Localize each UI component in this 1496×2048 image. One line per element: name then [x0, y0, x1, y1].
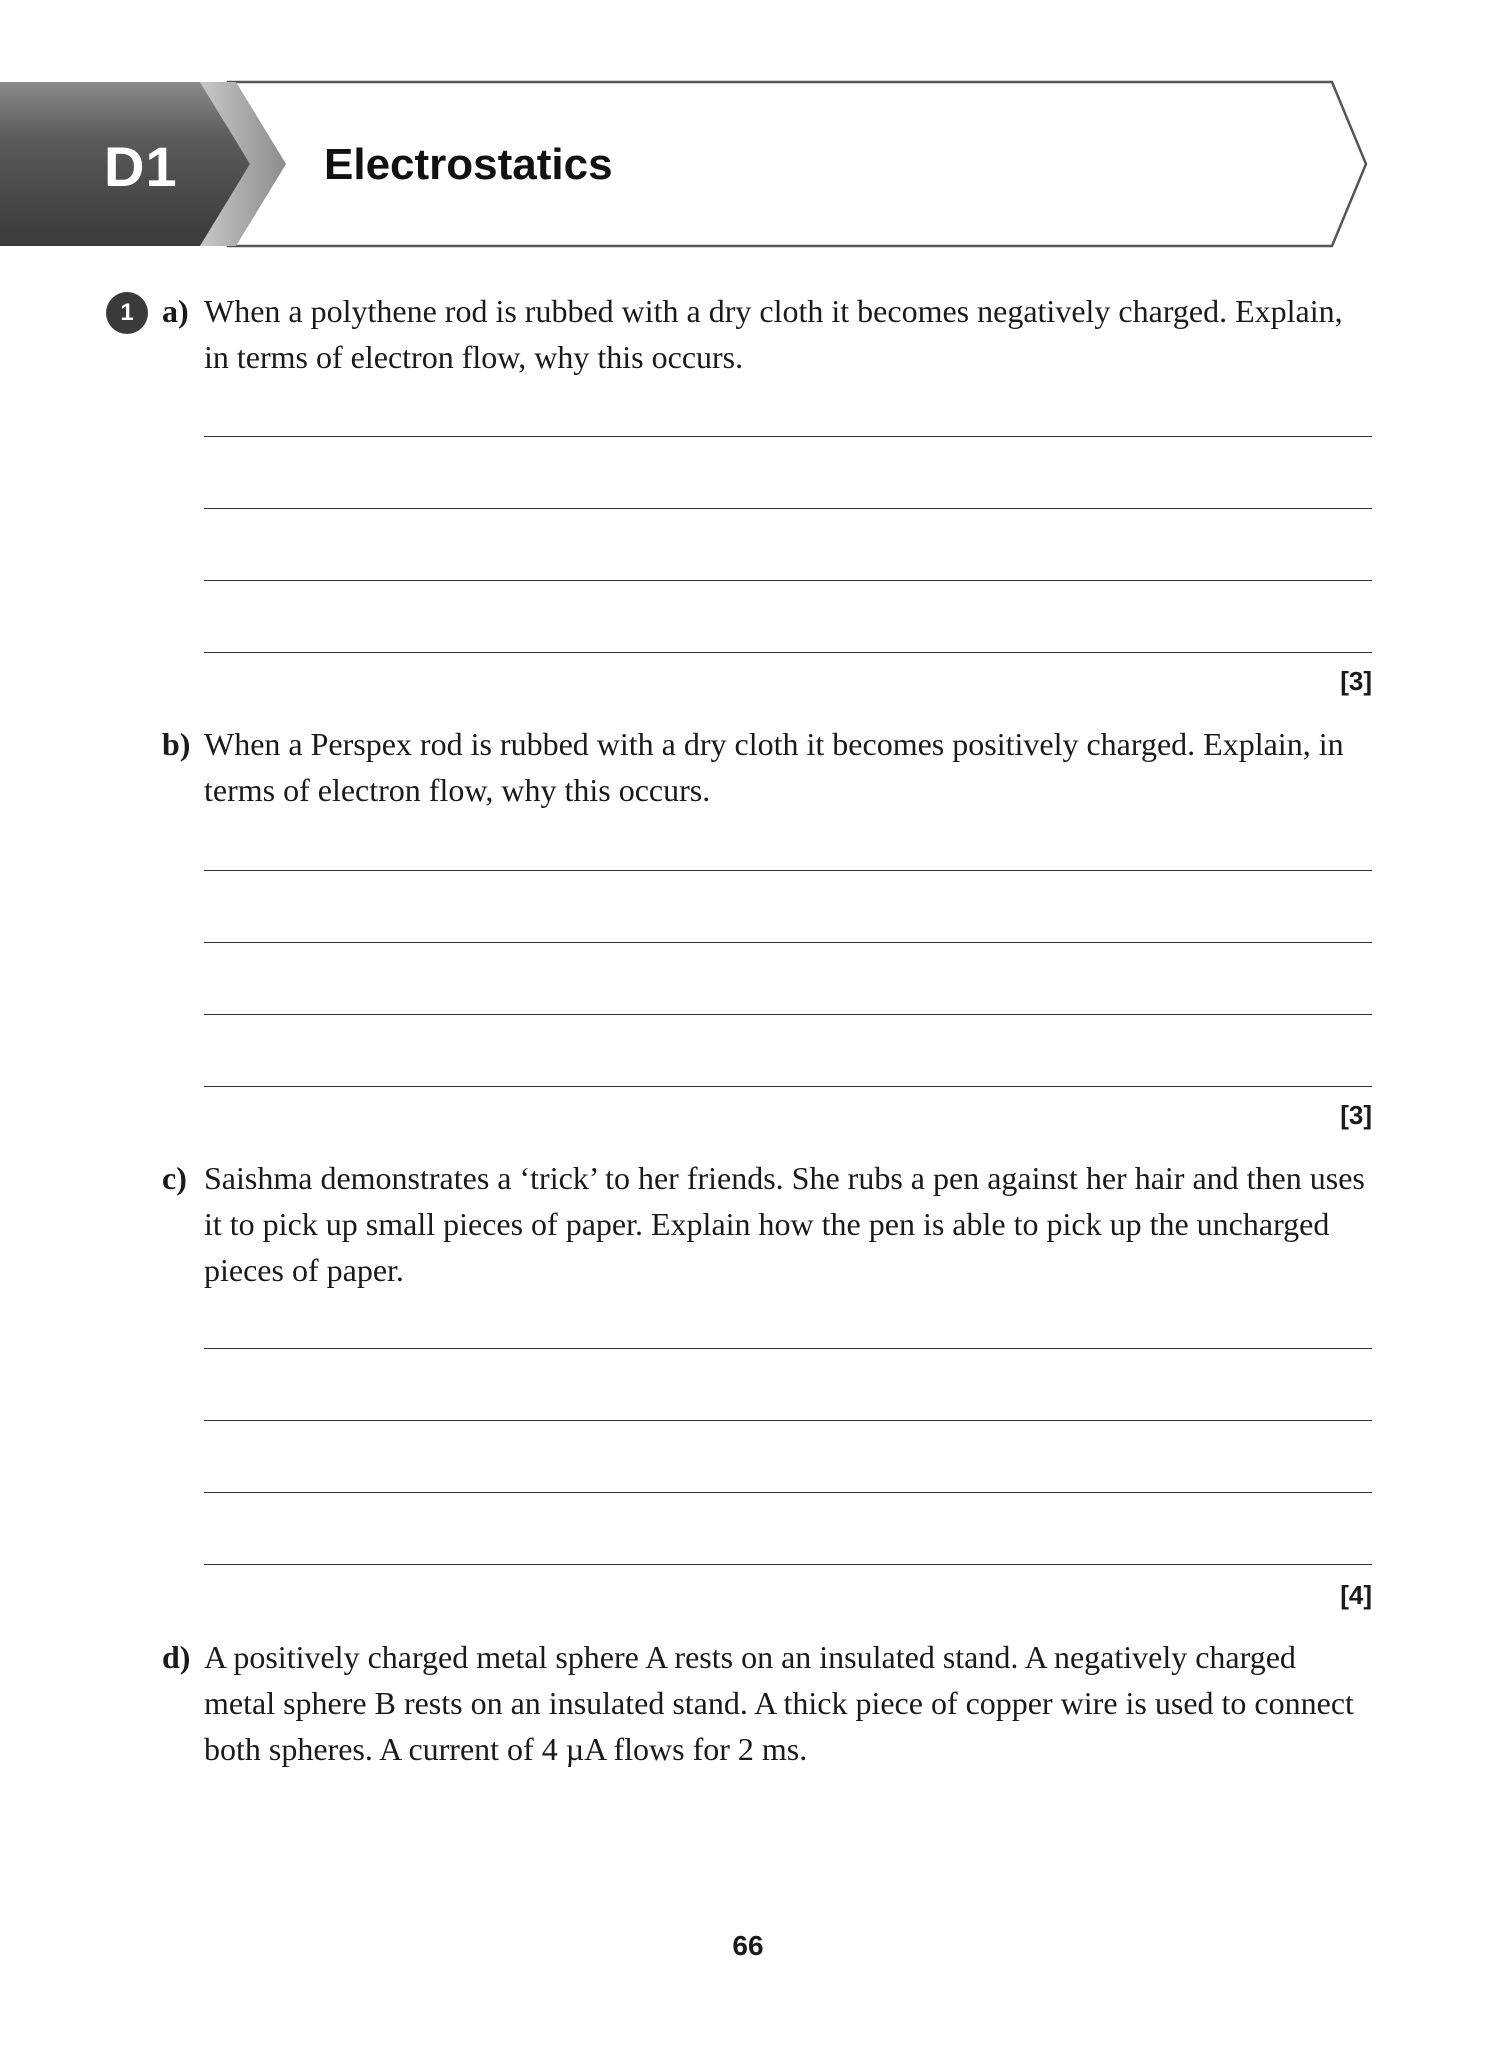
- answer-line[interactable]: [204, 1348, 1372, 1349]
- answer-line[interactable]: [204, 870, 1372, 871]
- part-letter: a): [162, 293, 189, 329]
- chapter-title: Electrostatics: [324, 140, 613, 189]
- answer-line[interactable]: [204, 580, 1372, 581]
- answer-line[interactable]: [204, 436, 1372, 437]
- answer-line[interactable]: [204, 1086, 1372, 1087]
- part-letter: c): [162, 1160, 187, 1196]
- answer-line[interactable]: [204, 1014, 1372, 1015]
- part-text: When a polythene rod is rubbed with a dry cloth it becomes negatively charged. Explain, in terms of electron flow, why this occurs.: [204, 293, 1343, 375]
- part-text: A positively charged metal sphere A rests on an insulated stand. A negatively charged metal sphere B rests on an insulated stand. A thick piece of copper wire is used to connect both spheres. A current of 4 µA flows for 2 ms.: [204, 1639, 1354, 1767]
- banner-graphic: [0, 80, 1370, 248]
- part-text: When a Perspex rod is rubbed with a dry cloth it becomes positively charged. Explain, in terms of electron flow, why this occurs.: [204, 726, 1344, 808]
- part-letter: b): [162, 726, 191, 762]
- marks-label: [4]: [1340, 1580, 1372, 1610]
- answer-line[interactable]: [204, 652, 1372, 653]
- part-letter: d): [162, 1639, 191, 1675]
- marks-label: [3]: [1340, 666, 1372, 696]
- question-number-badge: 1: [106, 292, 148, 334]
- answer-line[interactable]: [204, 942, 1372, 943]
- page-number: 66: [732, 1930, 764, 1961]
- answer-line[interactable]: [204, 508, 1372, 509]
- chapter-code: D1: [104, 135, 178, 198]
- part-text: Saishma demonstrates a ‘trick’ to her friends. She rubs a pen against her hair and then uses it to pick up small pieces of paper. Explain how the pen is able to pick up the uncharged pieces of paper.: [204, 1160, 1365, 1288]
- answer-line[interactable]: [204, 1420, 1372, 1421]
- marks-label: [3]: [1340, 1100, 1372, 1130]
- answer-line[interactable]: [204, 1564, 1372, 1565]
- answer-line[interactable]: [204, 1492, 1372, 1493]
- chapter-banner: [0, 80, 1370, 248]
